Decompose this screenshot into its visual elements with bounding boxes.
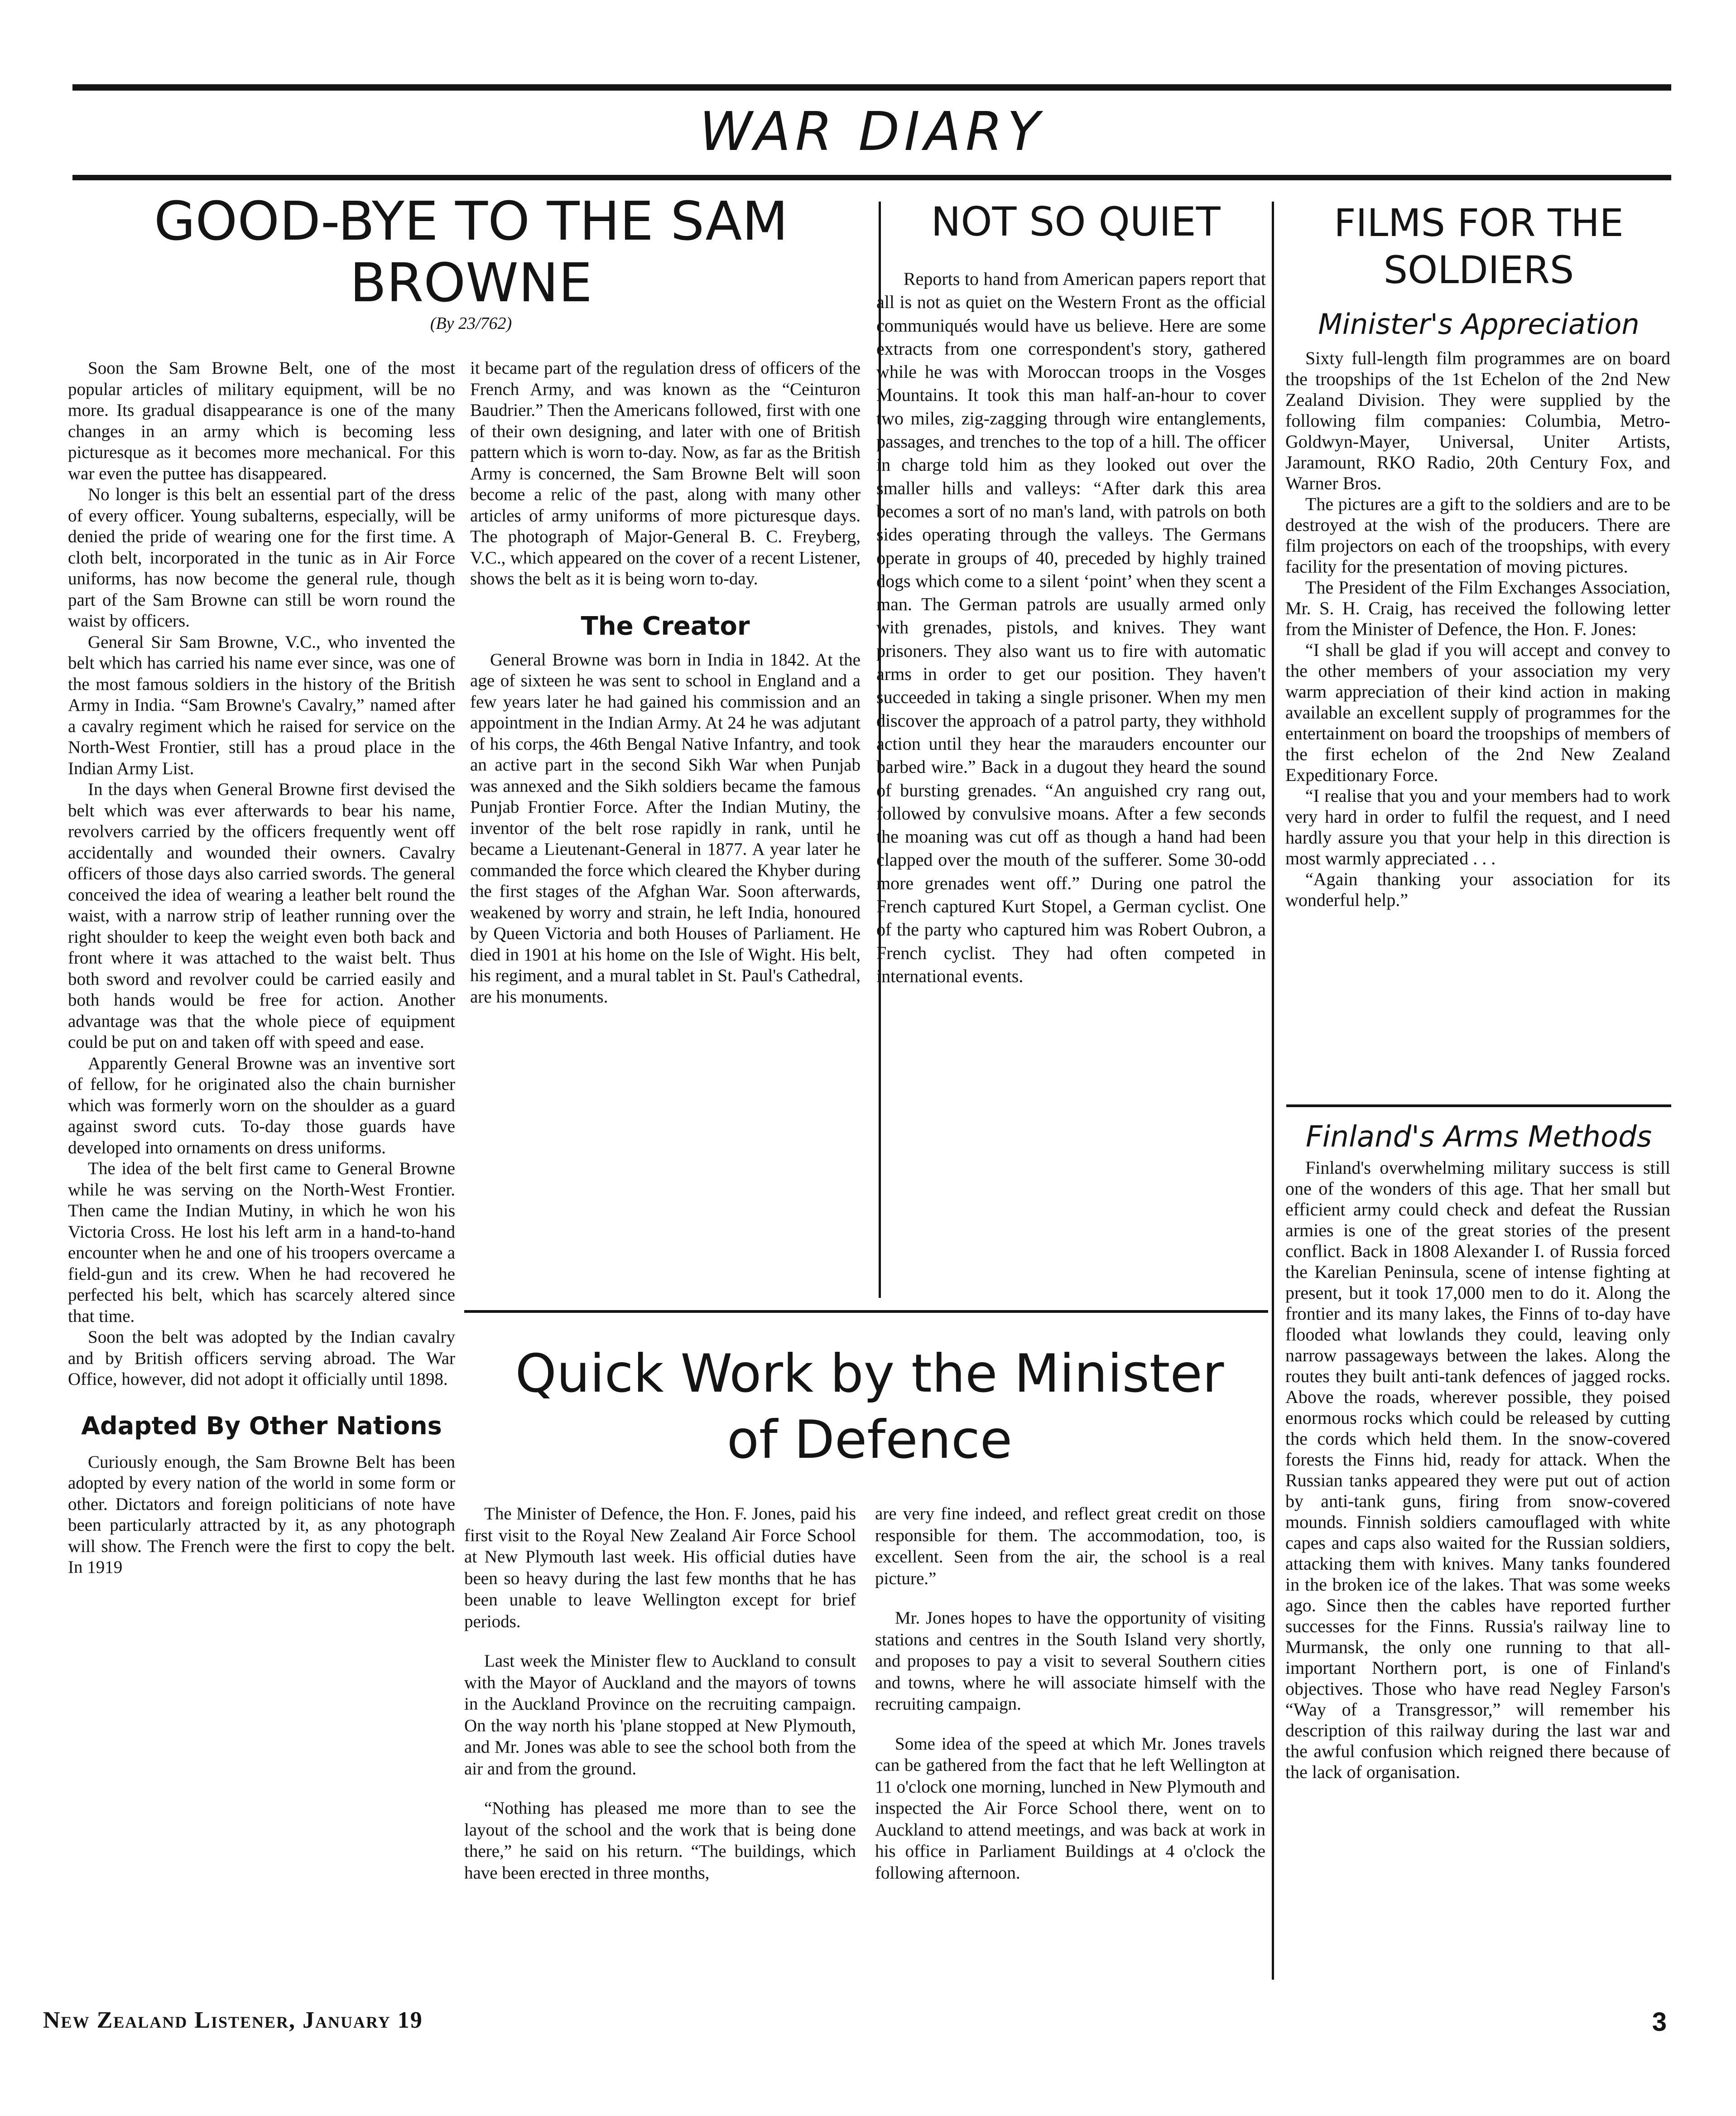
paragraph: In the days when General Browne first devised the belt which was ever afterwards to bear his name, revolvers carried by the officers frequently went off accidentally and wounded their owners. Cavalry officers of those days also carried swords. The general conceived the idea of wearing a leather belt round the waist, with a narrow strip of leather running over the right shoulder to keep the weight even both back and front where it was attached to the waist belt. Thus both sword and revolver could be carried easily and both hands would be free for action. Another advantage was that the whole piece of equipment could be put on and taken off with speed and ease. <box>68 780 455 1052</box>
paragraph: The Minister of Defence, the Hon. F. Jones, paid his first visit to the Royal New Zealand Air Force School at New Plymouth last week. His official duties have been so heavy during the last few months that he has been unable to leave Wellington except for brief periods. <box>464 1504 856 1631</box>
paragraph: Mr. Jones hopes to have the opportunity of visiting stations and centres in the South Island very shortly, and proposes to pay a visit to several Southern cities and towns, where he will associate himself with the recruiting campaign. <box>875 1608 1265 1714</box>
article-headline-finland: Finland's Arms Methods <box>1305 1120 1652 1154</box>
paragraph: No longer is this belt an essential part of the dress of every officer. Young subalterns, especially, will be denied the pride of wearing one for the first time. A cloth belt, incorporated in the tunic as in Air Force uniforms, has now become the general rule, though part of the Sam Browne can still be worn round the waist by officers. <box>68 485 455 631</box>
subhead-ministers-appreciation: Minister's Appreciation <box>1318 308 1640 341</box>
sam-browne-column-2 <box>470 358 861 1007</box>
paragraph: “I shall be glad if you will accept and convey to the other members of your association my very warm appreciation of their kind action in making available an excellent supply of programmes for the entertainment on board the troopships of members of the first echelon of the 2nd New Zealand Expeditionary Force. <box>1285 640 1670 785</box>
paragraph: Reports to hand from American papers report that all is not as quiet on the Western Front as the official communiqués would have us believe. Here are some extracts from one correspondent's story, gathered while he was with Moroccan troops in the Vosges Mountains. It took this man half-an-hour to cover two miles, zig-zagging through wire entanglements, passages, and trenches to the top of a hill. The officer in charge told him as they looked out over the smaller hills and valleys: “After dark this area becomes a sort of no man's land, with patrols on both sides operating through the valleys. The Germans operate in groups of 40, preceded by highly trained dogs which come to a silent ‘point’ when they scent a man. The German patrols are usually armed only with grenades, pistols, and knives. They want prisoners. They also want us to fire with automatic arms in order to get our position. They haven't succeeded in taking a single prisoner. When my men discover the approach of a patrol party, they withhold action until they hear the marauders encounter our barbed wire.” Back in a dugout they heard the sound of bursting grenades. “An anguished cry rang out, followed by convulsive moans. After a few seconds the moaning was cut off as though a hand had been clapped over the mouth of the sufferer. Some 30-odd more grenades went off.” During one patrol the French captured Kurt Stopel, a German cyclist. One of the party who captured him was Robert Oubron, a French cyclist. They had often competed in international events. <box>876 269 1266 986</box>
banner-rule <box>72 175 1671 180</box>
finland-column <box>1285 1157 1670 1783</box>
paragraph: “Again thanking your association for its wonderful help.” <box>1285 869 1670 910</box>
paragraph: are very fine indeed, and reflect great credit on those responsible for them. The accommodation, too, is excellent. Seen from the air, the school is a real picture.” <box>875 1504 1265 1588</box>
paragraph: General Sir Sam Browne, V.C., who invented the belt which has carried his name ever since, was one of the most famous soldiers in the history of the British Army in India. “Sam Browne's Cavalry,” named after a cavalry regiment which he raised for service on the North-West Frontier, still has a proud place in the Indian Army List. <box>68 632 455 778</box>
not-so-quiet-column <box>876 267 1266 988</box>
paragraph: “I realise that you and your members had to work very hard in order to fulfil the request, and I need hardly assure you that your help in this direction is most warmly appreciated . . . <box>1285 786 1670 868</box>
paragraph: Last week the Minister flew to Auckland to consult with the Mayor of Auckland and the mayors of towns in the Auckland Province on the recruiting campaign. On the way north his 'plane stopped at New Plymouth, and Mr. Jones was able to see the school both from the air and from the ground. <box>464 1651 856 1779</box>
paragraph: Sixty full-length film programmes are on board the troopships of the 1st Echelon of the 2nd New Zealand Division. They were supplied by the following film companies: Columbia, Metro-Goldwyn-Mayer, Universal, Uniter Artists, Jaramount, RKO Radio, 20th Century Fox, and Warner Bros. <box>1285 348 1670 493</box>
section-banner: WAR DIARY <box>699 100 1044 163</box>
article-byline: (By 23/762) <box>430 314 512 333</box>
paragraph: Some idea of the speed at which Mr. Jones travels can be gathered from the fact that he left Wellington at 11 o'clock one morning, lunched in New Plymouth and inspected the Air Force School there, went on to Auckland to attend meetings, and was back at work in his office in Parliament Buildings at 4 o'clock the following afternoon. <box>875 1734 1265 1883</box>
paragraph: The idea of the belt first came to General Browne while he was serving on the North-West Frontier. Then came the Indian Mutiny, in which he won his Victoria Cross. He lost his left arm in a hand-to-hand encounter when he and one of his troopers overcame a field-gun and its crew. When he had recovered he perfected his belt, which has scarcely altered since that time. <box>68 1159 455 1326</box>
article-headline-not-so-quiet: NOT SO QUIET <box>931 198 1221 245</box>
paragraph: it became part of the regulation dress of officers of the French Army, and was known as the “Ceinturon Baudrier.” Then the Americans followed, first with one of their own designing, and later with one of British pattern which is worn to-day. Now, as far as the British Army is concerned, the Sam Browne Belt will soon become a relic of the past, along with many other articles of army uniforms of more picturesque days. The photograph of Major-General B. C. Freyberg, V.C., which appeared on the cover of a recent Listener, shows the belt as it is being worn to-day. <box>470 358 861 588</box>
paragraph: Curiously enough, the Sam Browne Belt has been adopted by every nation of the world in some form or other. Dictators and foreign politicians of note have been particularly attracted by it, as any photograph will show. The French were the first to copy the belt. In 1919 <box>68 1452 455 1577</box>
column-divider <box>1272 202 1274 1980</box>
article-headline-films: FILMS FOR THE SOLDIERS <box>1334 201 1624 292</box>
article-headline-quick-work: Quick Work by the Minister of Defence <box>515 1343 1224 1470</box>
paragraph: General Browne was born in India in 1842. At the age of sixteen he was sent to school in England and a few years later he had gained his commission and an appointment in the Indian Army. At 24 he was adjutant of his corps, the 46th Bengal Native Infantry, and took an active part in the second Sikh War when Punjab was annexed and the Sikh soldiers became the famous Punjab Frontier Force. After the Indian Mutiny, the inventor of the belt rose rapidly in rank, until he became a Lieutenant-General in 1877. A year later he commanded the force which cleared the Khyber during the first stages of the Afghan War. Soon afterwards, weakened by worry and strain, he left India, honoured by Queen Victoria and both Houses of Parliament. He died in 1901 at his home on the Isle of Wight. His belt, his regiment, and a mural tablet in St. Paul's Cathedral, are his monuments. <box>470 650 861 1007</box>
section-divider <box>1286 1104 1671 1107</box>
paragraph: The pictures are a gift to the soldiers and are to be destroyed at the wish of the producers. There are film projectors on each of the troopships, with every facility for the presentation of moving pictures. <box>1285 494 1670 577</box>
paragraph: The President of the Film Exchanges Association, Mr. S. H. Craig, has received the following letter from the Minister of Defence, the Hon. F. Jones: <box>1285 577 1670 639</box>
quick-work-column-1 <box>464 1503 856 1884</box>
subhead-creator: The Creator <box>581 611 750 641</box>
paragraph: Finland's overwhelming military success is still one of the wonders of this age. That her small but efficient army could check and defeat the Russian armies is one of the great stories of the present conflict. Back in 1808 Alexander I. of Russia forced the Karelian Peninsula, scene of intense fighting at present, but it took 17,000 men to do it. Along the frontier and its many lakes, the Finns of to-day have flooded what lowlands they could, leaving only narrow passageways between the lakes. Along the routes they built anti-tank defences of jagged rocks. Above the roads, wherever possible, they poised enormous rocks which could be released by cutting the cords which held them. In the snow-covered forests the Finns hid, ready for attack. When the Russian tanks appeared they were put out of action by anti-tank guns, firing from snow-covered mounds. Finnish soldiers camouflaged with white capes and caps also waited for the Russian soldiers, attacking them with knives. Many tanks foundered in the broken ice of the lakes. That was some weeks ago. Since then the cables have reported further successes for the Finns. Russia's railway line to Murmansk, the only one running to that all-important Northern port, is one of Finland's objectives. Those who have read Negley Farson's “Way of a Transgressor,” will remember his description of this railway during the last war and the awful confusion which reigned there because of the lack of organisation. <box>1285 1157 1670 1782</box>
films-column <box>1285 348 1670 911</box>
article-headline-sam-browne: GOOD-BYE TO THE SAM BROWNE <box>154 190 789 314</box>
paragraph: “Nothing has pleased me more than to see the layout of the school and the work that is being done there,” he said on his return. “The buildings, which have been erected in three months, <box>464 1798 856 1883</box>
top-rule <box>72 84 1671 91</box>
paragraph: Apparently General Browne was an inventive sort of fellow, for he originated also the chain burnisher which was formerly worn on the shoulder as a guard against sword cuts. To-day those guards have developed into ornaments on dress uniforms. <box>68 1053 455 1157</box>
page-number: 3 <box>1652 2007 1667 2037</box>
sam-browne-column-1 <box>68 358 455 1578</box>
quick-work-column-2 <box>875 1503 1265 1884</box>
section-divider <box>464 1310 1268 1313</box>
publication-footer: New Zealand Listener, January 19 <box>43 2007 423 2033</box>
paragraph: Soon the belt was adopted by the Indian cavalry and by British officers serving abroad. The War Office, however, did not adopt it officially until 1898. <box>68 1327 455 1389</box>
paragraph: Soon the Sam Browne Belt, one of the most popular articles of military equipment, will be no more. Its gradual disappearance is one of the many changes in an army which is becoming less picturesque as it becomes more mechanical. For this war even the puttee has disappeared. <box>68 358 455 483</box>
subhead-adapted: Adapted By Other Nations <box>81 1411 442 1440</box>
